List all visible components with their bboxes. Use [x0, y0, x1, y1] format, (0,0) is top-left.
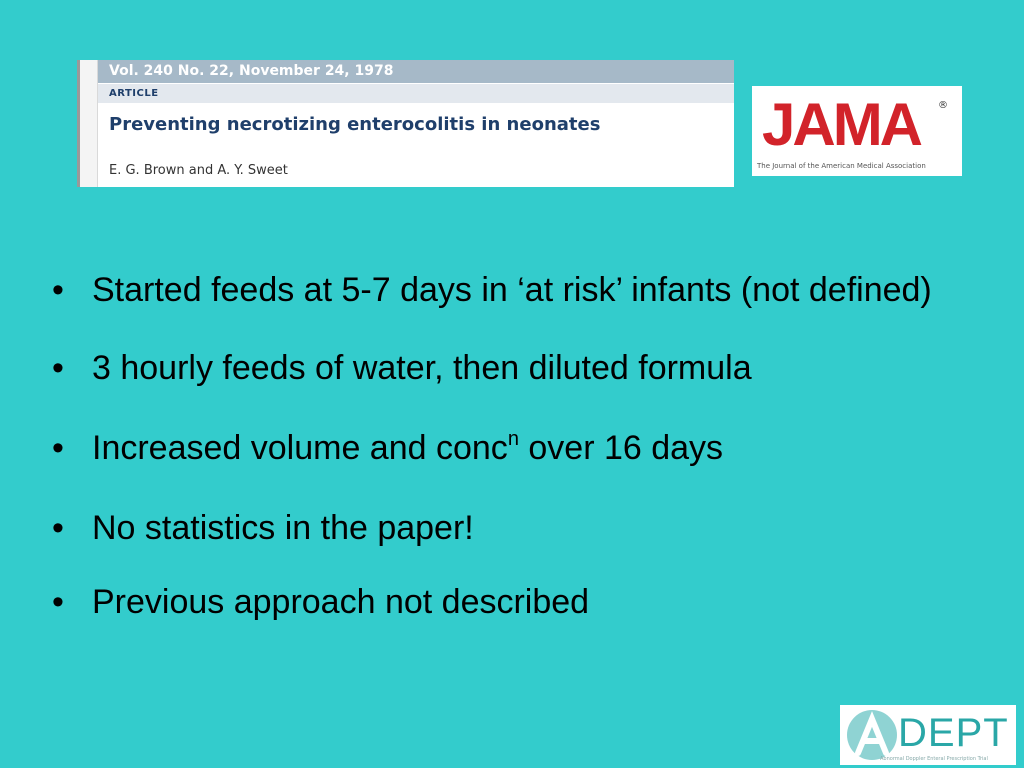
registered-mark: ®	[938, 100, 948, 111]
adept-logo	[840, 705, 1016, 765]
article-volume-line: Vol. 240 No. 22, November 24, 1978	[98, 60, 734, 83]
jama-logo-subtitle: The Journal of the American Medical Association	[757, 162, 926, 170]
bullet-marker: •	[52, 429, 64, 467]
adept-logo-word: DEPT	[898, 711, 1009, 755]
jama-logo-word: JAMA	[762, 91, 921, 158]
bullet-marker: •	[52, 509, 64, 547]
article-authors: E. G. Brown and A. Y. Sweet	[109, 163, 288, 178]
bullet-list	[52, 270, 952, 622]
bullet-text: Started feeds at 5-7 days in ‘at risk’ infants (not defined)	[92, 271, 932, 309]
superscript-n: n	[507, 427, 519, 450]
jama-logo	[752, 86, 962, 176]
adept-a-icon	[844, 707, 900, 763]
bullet-item	[52, 270, 952, 310]
bullet-marker: •	[52, 349, 64, 387]
adept-logo-subtitle: Abnormal Doppler Enteral Prescription Trial	[880, 756, 988, 762]
bullet-text: 3 hourly feeds of water, then diluted formula	[92, 349, 752, 387]
bullet-marker: •	[52, 583, 64, 621]
article-left-margin	[80, 60, 98, 187]
bullet-item	[52, 348, 952, 388]
bullet-item	[52, 582, 952, 622]
article-title: Preventing necrotizing enterocolitis in neonates	[109, 114, 601, 135]
bullet-text-before: Increased volume and conc	[92, 429, 508, 467]
article-section-label: ARTICLE	[98, 84, 734, 103]
bullet-text: Previous approach not described	[92, 583, 590, 621]
bullet-text: No statistics in the paper!	[92, 509, 474, 547]
bullet-item	[52, 428, 952, 468]
article-header-image	[77, 60, 734, 187]
bullet-item	[52, 508, 952, 548]
bullet-marker: •	[52, 271, 64, 309]
bullet-text-after: over 16 days	[518, 429, 724, 467]
